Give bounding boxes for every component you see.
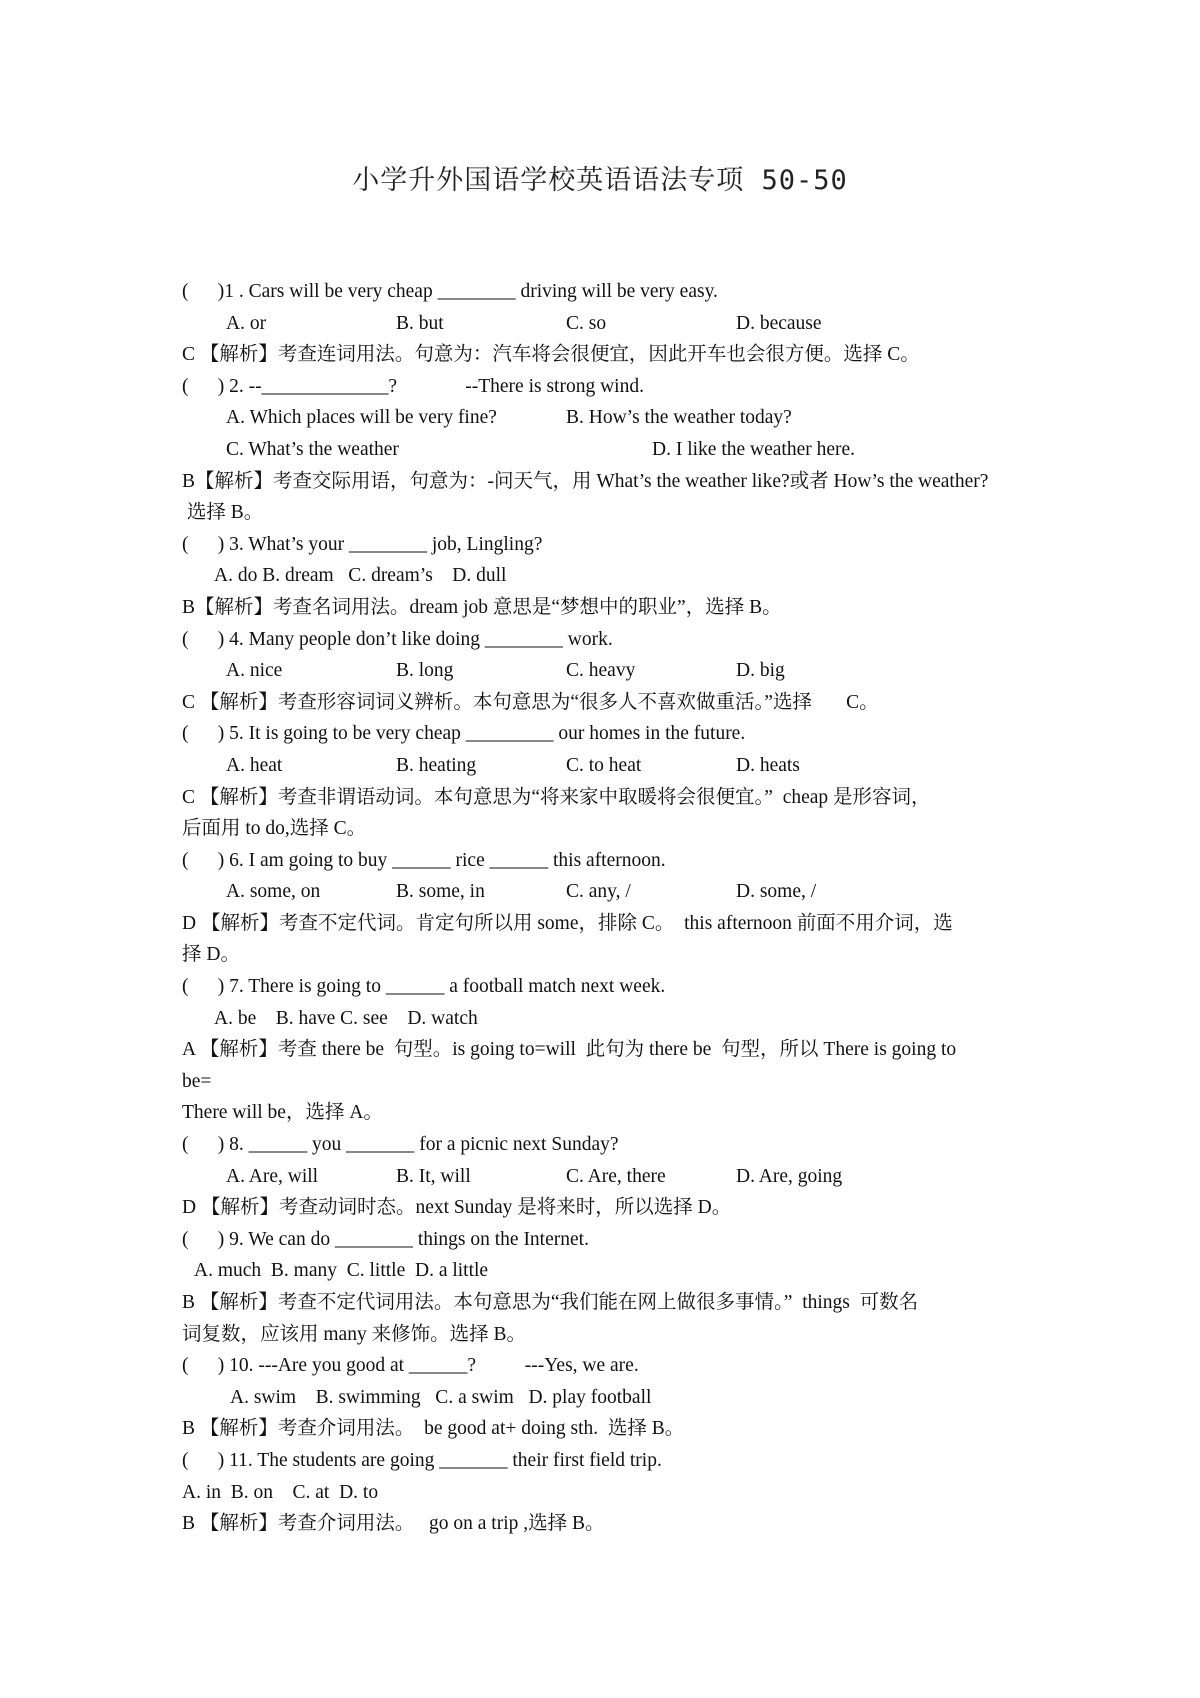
options-2-row-2 (182, 434, 1028, 466)
question-list (182, 276, 1028, 1540)
question-1: ( )1 . Cars will be very cheap ________ driving will be very easy. (182, 281, 718, 302)
option-a: A. Which places will be very fine? (226, 407, 497, 429)
question-9: ( ) 9. We can do ________ things on the Internet. (182, 1228, 589, 1250)
option-d: D. heats (736, 754, 800, 776)
option-b: B. some, in (396, 881, 485, 903)
options-11: A. in B. on C. at D. to (182, 1481, 379, 1503)
question-6: ( ) 6. I am going to buy ______ rice ______ this afternoon. (182, 849, 666, 871)
options-3: A. do B. dream C. dream’s D. dull (214, 565, 507, 587)
analysis-1: C 【解析】考查连词用法。句意为：汽车将会很便宜，因此开车也会很方便。选择 C。 (182, 344, 920, 366)
option-a: A. or (226, 312, 267, 334)
analysis-3: B【解析】考查名词用法。dream job 意思是“梦想中的职业”，选择 B。 (182, 596, 782, 618)
option-b: B. How’s the weather today? (566, 407, 792, 429)
option-a: A. Are, will (226, 1165, 319, 1187)
analysis-7-line-3: There will be，选择 A。 (182, 1102, 383, 1124)
question-10: ( ) 10. ---Are you good at ______? ---Yes, we are. (182, 1355, 639, 1377)
option-c: C. heavy (566, 660, 636, 682)
analysis-8: D 【解析】考查动词时态。next Sunday 是将来时，所以选择 D。 (182, 1197, 732, 1219)
option-a: A. some, on (226, 881, 321, 903)
analysis-4: C 【解析】考查形容词词义辨析。本句意思为“很多人不喜欢做重活。”选择 C。 (182, 691, 879, 713)
analysis-2-line-2: 选择 B。 (182, 502, 264, 524)
analysis-6-line-1: D 【解析】考查不定代词。肯定句所以用 some，排除 C。 this afternoon 前面不用介词，选 (182, 912, 953, 934)
analysis-5-line-2: 后面用 to do,选择 C。 (182, 818, 367, 840)
question-4: ( ) 4. Many people don’t like doing ________ work. (182, 628, 613, 650)
question-2: ( ) 2. --_____________? --There is strong wind. (182, 375, 644, 397)
options-4 (182, 655, 1028, 687)
question-3: ( ) 3. What’s your ________ job, Lingling? (182, 533, 543, 555)
question-7: ( ) 7. There is going to ______ a football match next week. (182, 976, 666, 998)
analysis-2-line-1: B【解析】考查交际用语，句意为：-问天气，用 What’s the weather like?或者 How’s the weather? (182, 470, 989, 492)
option-d: D. I like the weather here. (652, 438, 856, 460)
option-b: B. long (396, 660, 454, 682)
option-b: B. but (396, 312, 444, 334)
option-c: C. Are, there (566, 1165, 666, 1187)
analysis-11: B 【解析】考查介词用法。 go on a trip ,选择 B。 (182, 1513, 605, 1535)
options-5 (182, 750, 1028, 782)
analysis-6-line-2: 择 D。 (182, 944, 240, 966)
option-a: A. heat (226, 754, 283, 776)
options-8 (182, 1161, 1028, 1193)
option-c: C. What’s the weather (226, 438, 399, 460)
options-7: A. be B. have C. see D. watch (214, 1007, 478, 1029)
document-title: 小学升外国语学校英语语法专项 50-50 (352, 165, 848, 196)
options-6 (182, 876, 1028, 908)
analysis-7-line-2: be= (182, 1070, 212, 1092)
option-d: D. some, / (736, 881, 817, 903)
analysis-5-line-1: C 【解析】考查非谓语动词。本句意思为“将来家中取暖将会很便宜。” cheap 是形容词， (182, 786, 931, 808)
analysis-9-line-1: B 【解析】考查不定代词用法。本句意思为“我们能在网上做很多事情。” things 可数名 (182, 1292, 919, 1313)
option-b: B. It, will (396, 1165, 471, 1187)
option-d: D. because (736, 312, 822, 334)
options-2-row-1 (182, 402, 1028, 434)
analysis-10: B 【解析】考查介词用法。 be good at+ doing sth. 选择 B。 (182, 1418, 685, 1440)
question-8: ( ) 8. ______ you _______ for a picnic next Sunday? (182, 1134, 619, 1156)
analysis-9-line-2: 词复数，应该用 many 来修饰。选择 B。 (182, 1323, 526, 1345)
option-d: D. big (736, 660, 785, 682)
question-11: ( ) 11. The students are going _______ their first field trip. (182, 1449, 662, 1471)
question-5: ( ) 5. It is going to be very cheap _________ our homes in the future. (182, 723, 746, 745)
option-d: D. Are, going (736, 1165, 843, 1187)
options-1 (182, 308, 1028, 340)
option-b: B. heating (396, 754, 477, 776)
option-c: C. so (566, 312, 607, 334)
options-10: A. swim B. swimming C. a swim D. play football (230, 1386, 652, 1408)
option-a: A. nice (226, 660, 283, 682)
option-c: C. to heat (566, 754, 642, 776)
analysis-7-line-1: A 【解析】考查 there be 句型。is going to=will 此句为 there be 句型，所以 There is going to (182, 1039, 957, 1061)
option-c: C. any, / (566, 881, 631, 903)
options-9: A. much B. many C. little D. a little (194, 1260, 489, 1282)
